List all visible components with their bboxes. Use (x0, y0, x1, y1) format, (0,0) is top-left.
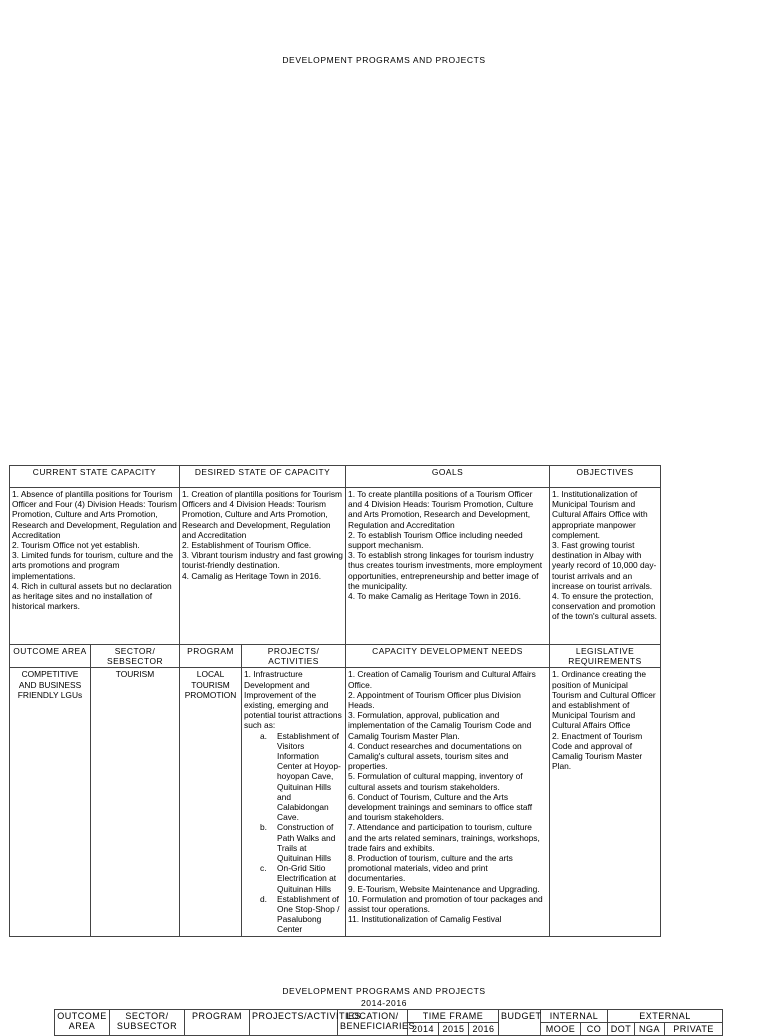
projects-intro: 1. Infrastructure Development and Improvement of the existing, emerging and potential tourist attractions such as: (244, 669, 342, 731)
header-legislative: LEGISLATIVE REQUIREMENTS (550, 645, 661, 668)
page-subtitle-2: 2014-2016 (360, 998, 408, 1008)
list-item: b. Construction of Path Walks and Trails at Quituinan Hills (260, 822, 336, 864)
t2-sub-2015: 2015 (439, 1023, 469, 1036)
header-outcome-area: OUTCOME AREA (10, 645, 91, 668)
desired-state-cell: 1. Creation of plantilla positions for Tourism Officers and 4 Division Heads: Tourism Promotion, Culture and Arts Promotion, Research and Development, Regulation and Accreditation 2. Establishment of Tourism Office. 3. Vibrant tourism industry and fast growing tourist-friendly destination. 4. Camalig as Heritage Town in 2016. (180, 488, 346, 645)
t2-sub-dot: DOT (608, 1023, 635, 1036)
t2-header-outcome: OUTCOME AREA (55, 1010, 110, 1036)
header-program: PROGRAM (180, 645, 242, 668)
t2-header-location: LOCATION/ BENEFICIARIES (338, 1010, 408, 1036)
t2-header-budget: BUDGET (499, 1010, 541, 1036)
t2-header-program: PROGRAM (185, 1010, 250, 1036)
projects-sublist (244, 731, 343, 935)
t2-sub-2014: 2014 (408, 1023, 439, 1036)
header-capdev: CAPACITY DEVELOPMENT NEEDS (346, 645, 550, 668)
t2-sub-nga: NGA (635, 1023, 665, 1036)
list-item: d. Establishment of One Stop-Shop / Pasalubong Center (260, 893, 340, 935)
capdev-cell: 1. Creation of Camalig Tourism and Cultural Affairs Office. 2. Appointment of Tourism Officer plus Division Heads. 3. Formulation, approval, publication and implementation of the Camalig Tourism Code and Camalig Tourism Master Plan. 4. Conduct researches and documentations on Camalig's cultural assets, tourism sites and properties. 5. Formulation of cultural mapping, inventory of cultural assets and tourism stakeholders. 6. Conduct of Tourism, Culture and the Arts development trainings and seminars to office staff and tourism stakeholders. 7. Attendance and participation to tourism, culture and the arts related seminars, trainings, workshops, trade fairs and exhibits. 8. Production of tourism, culture and the arts promotional materials, video and print documentaries. 9. E-Tourism, Website Maintenance and Upgrading. 10. Formulation and promotion of tour packages and assist tour operations. 11. Institutionalization of Camalig Festival (346, 668, 550, 936)
legislative-cell: 1. Ordinance creating the position of Municipal Tourism and Cultural Officer and establishment of Municipal Tourism and Cultural Affairs Office 2. Enactment of Tourism Code and approval of Camalig Tourism Master Plan. (550, 668, 661, 936)
table-programs-clip (54, 1009, 722, 1034)
capacity-table (9, 465, 661, 937)
page-title: DEVELOPMENT PROGRAMS AND PROJECTS (282, 55, 486, 65)
t2-header-sector: SECTOR/ SUBSECTOR (110, 1010, 185, 1036)
list-item: c. On-Grid Sitio Electrification at Quituinan Hills (260, 863, 337, 894)
page-title-2: DEVELOPMENT PROGRAMS AND PROJECTS (282, 986, 486, 996)
header-sector: SECTOR/ SEBSECTOR (91, 645, 180, 668)
header-goals: GOALS (346, 466, 550, 488)
t2-header-timeframe: TIME FRAME (408, 1010, 499, 1023)
header-current-state: CURRENT STATE CAPACITY (10, 466, 180, 488)
t2-header-projects: PROJECTS/ACTIVITIES (250, 1010, 338, 1036)
list-item: a. Establishment of Visitors Information Center at Hoyop-hoyopan Cave, Quituinan Hills and Calabidongan Cave. (260, 730, 341, 823)
t2-header-internal: INTERNAL (541, 1010, 608, 1023)
projects-cell (242, 668, 346, 936)
objectives-cell: 1. Institutionalization of Municipal Tourism and Cultural Affairs Office with appropriate manpower complement. 3. Fast growing tourist destination in Albay with yearly record of 10,000 day-tourist arrivals and an increase on tourist arrivals. 4. To ensure the protection, conservation and promotion of the town's cultural assets. (550, 488, 661, 645)
current-state-cell: 1. Absence of plantilla positions for Tourism Officer and Four (4) Division Heads: Tourism Promotion, Culture and Arts Promotion, Research and Development, Regulation and Accreditation 2. Tourism Office not yet establish. 3. Limited funds for tourism, culture and the arts promotions and program implementations. 4. Rich in cultural assets but no declaration as heritage sites and no installation of historical markers. (10, 488, 180, 645)
t2-sub-mooe: MOOE (541, 1023, 581, 1036)
header-objectives: OBJECTIVES (550, 466, 661, 488)
sector-cell: TOURISM (91, 668, 180, 936)
t2-header-external: EXTERNAL (608, 1010, 723, 1023)
programs-table (54, 1009, 723, 1036)
t2-sub-private: PRIVATE (665, 1023, 723, 1036)
table-capacity-clip (9, 465, 660, 935)
t2-sub-2016: 2016 (469, 1023, 499, 1036)
program-cell: LOCAL TOURISM PROMOTION (180, 668, 242, 936)
t2-sub-co: CO (581, 1023, 608, 1036)
header-desired-state: DESIRED STATE OF CAPACITY (180, 466, 346, 488)
header-projects: PROJECTS/ ACTIVITIES (242, 645, 346, 668)
goals-cell: 1. To create plantilla positions of a Tourism Officer and 4 Division Heads: Tourism Promotion, Culture and Arts Promotion, Research and Development, Regulation and Accreditation 2. To establish Tourism Office including needed support mechanism. 3. To establish strong linkages for tourism industry thus creates tourism investments, more employment opportunities, entrepreneurship and better image of the municipality. 4. To make Camalig as Heritage Town in 2016. (346, 488, 550, 645)
outcome-cell: COMPETITIVE AND BUSINESS FRIENDLY LGUs (10, 668, 91, 936)
